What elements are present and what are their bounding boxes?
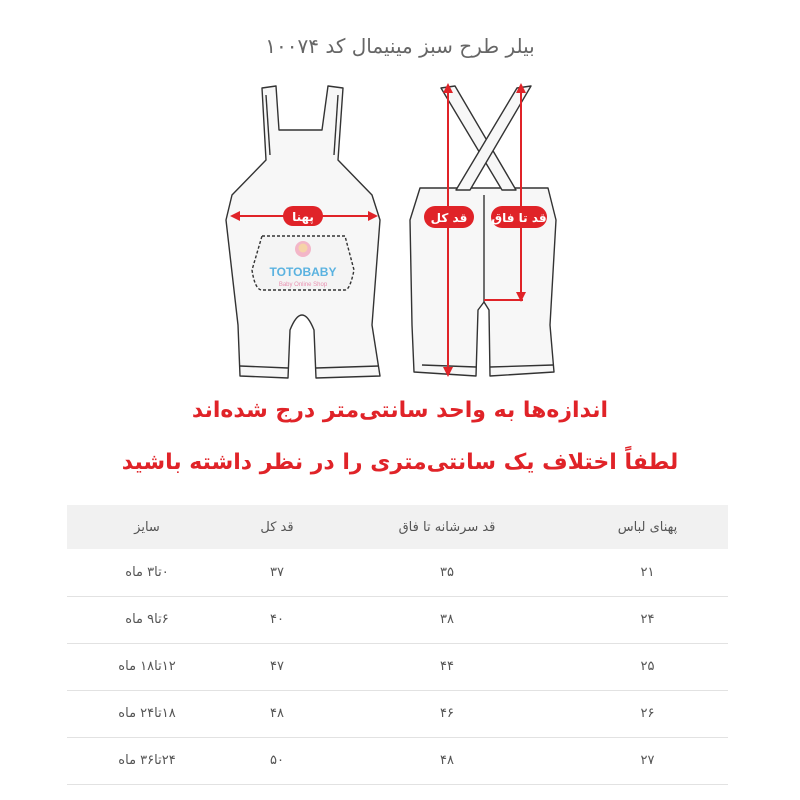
table-row [67,549,728,596]
header-width: پهنای لباس [617,519,678,535]
cell-size: ۲۴تا۳۶ ماه [118,753,176,768]
overall-back [410,86,556,376]
cell-width: ۲۵ [640,659,655,674]
table-row [67,643,728,690]
header-total-length: قد کل [260,519,294,535]
label-total: قد کل [430,211,468,225]
cell-shoulder-to-crotch: ۴۶ [440,706,454,721]
product-title: بیلر طرح سبز مینیمال کد ۱۰۰۷۴ [265,34,535,58]
label-width: پهنا [292,210,314,224]
cell-width: ۲۴ [640,612,655,627]
cell-size: ۶تا۹ ماه [125,612,169,627]
cell-size: ۱۸تا۲۴ ماه [118,706,176,721]
cell-shoulder-to-crotch: ۴۸ [440,753,454,768]
header-shoulder-to-crotch: قد سرشانه تا فاق [398,519,496,535]
size-guide-figure [0,78,800,388]
table-row [67,690,728,737]
logo-subtext: Baby Online Shop [278,282,328,288]
header-size: سایز [134,519,160,535]
overall-front [226,86,380,378]
cell-total-length: ۵۰ [270,753,284,768]
cell-total-length: ۴۰ [270,612,284,627]
cell-size: ۰تا۳ ماه [125,564,169,580]
cell-shoulder-to-crotch: ۴۴ [440,659,454,674]
cell-width: ۲۱ [640,564,655,580]
cell-width: ۲۶ [640,706,655,721]
notice-tolerance: لطفاً اختلاف یک سانتی‌متری را در نظر داشته باشید [121,450,679,475]
cell-shoulder-to-crotch: ۳۸ [440,612,454,627]
table-header-row [67,505,728,549]
cell-total-length: ۳۷ [270,564,284,580]
cell-total-length: ۴۷ [270,659,284,674]
size-table [67,505,728,785]
notice-units: اندازه‌ها به واحد سانتی‌متر درج شده‌اند [191,398,609,423]
label-crotch: قد تا فاق [491,211,547,225]
logo-text: TOTOBABY [269,265,337,279]
cell-width: ۲۷ [640,753,655,768]
cell-size: ۱۲تا۱۸ ماه [118,659,176,674]
cell-shoulder-to-crotch: ۳۵ [440,564,454,580]
cell-total-length: ۴۸ [270,706,284,721]
table-row [67,737,728,784]
table-row [67,596,728,643]
